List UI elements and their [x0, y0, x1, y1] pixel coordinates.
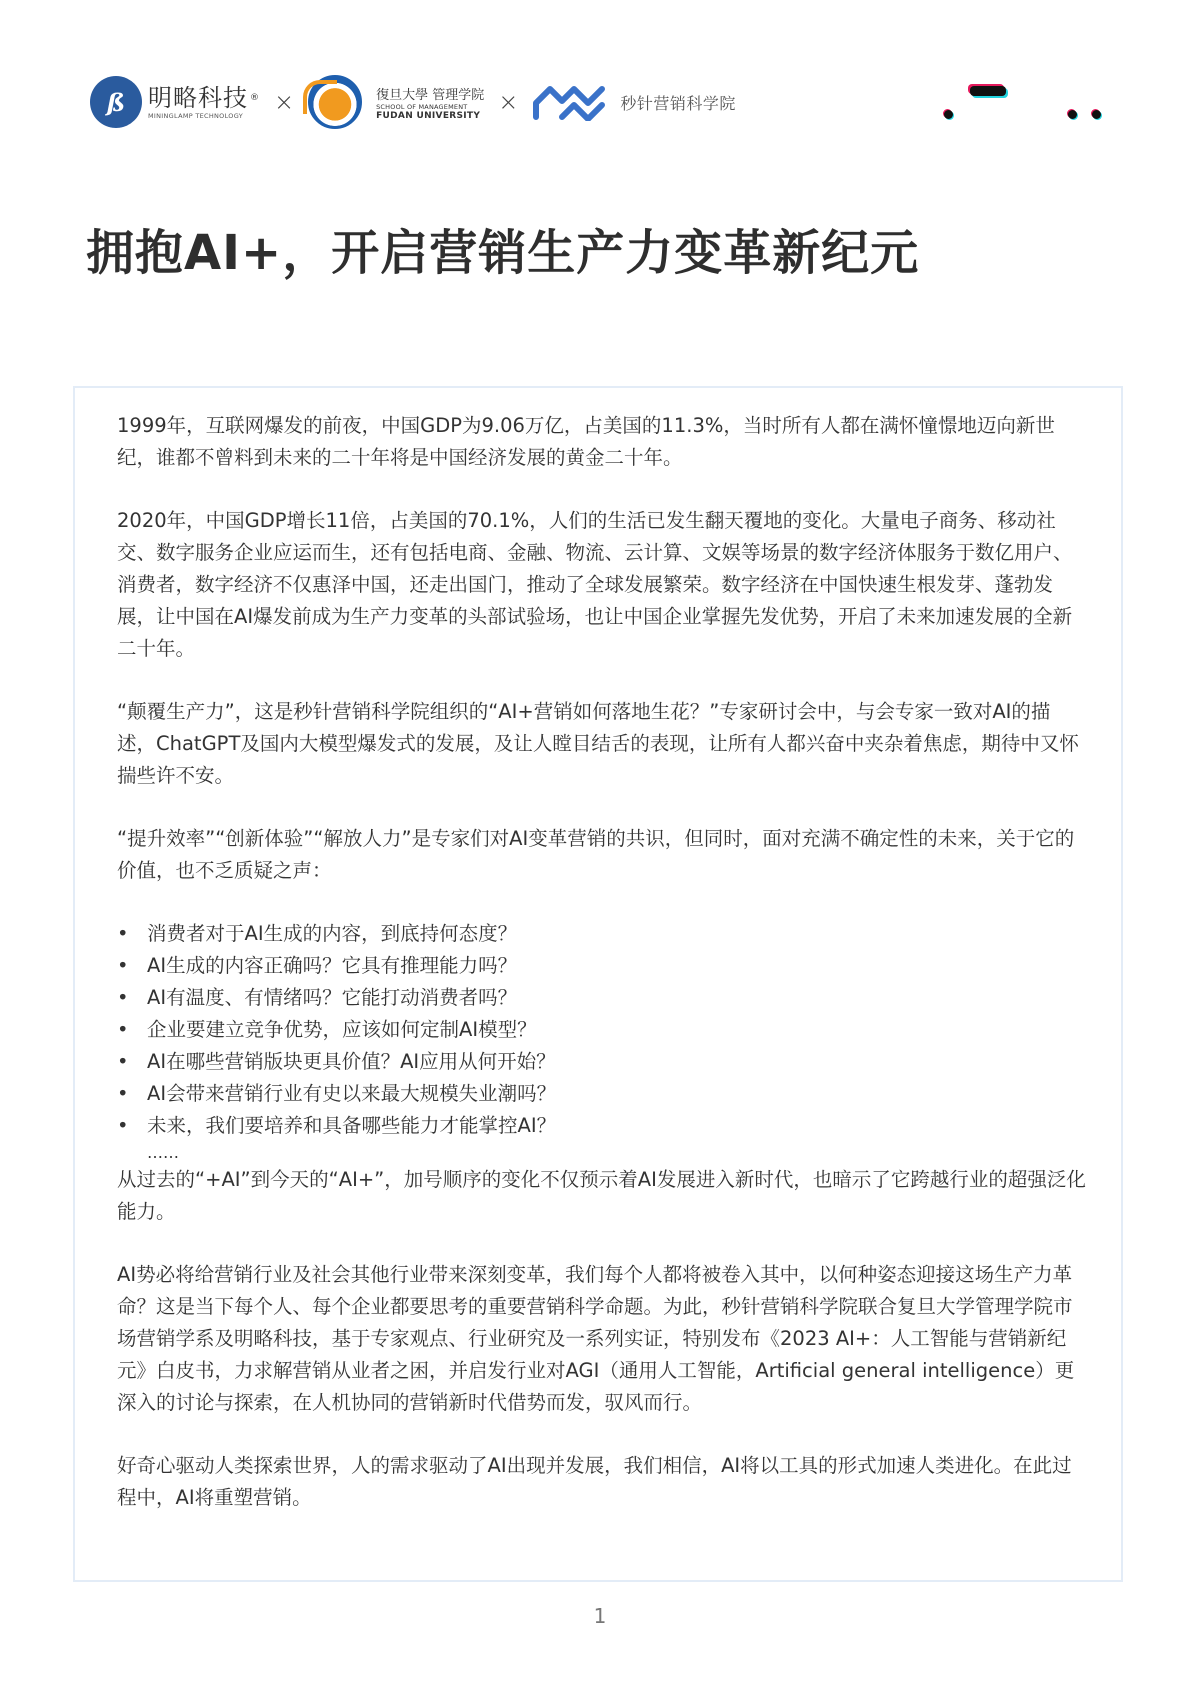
separator-x-icon: ×	[498, 88, 519, 116]
list-item: • AI会带来营销行业有史以来最大规模失业潮吗？	[117, 1078, 1087, 1110]
list-item: • 企业要建立竞争优势，应该如何定制AI模型？	[117, 1014, 1087, 1046]
glitch-dot-icon	[944, 110, 953, 119]
question-list	[117, 918, 1087, 1142]
paragraph: 从过去的“+AI”到今天的“AI+”，加号顺序的变化不仅预示着AI发展进入新时代，也暗示了它跨越行业的超强泛化能力。	[117, 1168, 1086, 1223]
fudan-university-name: FUDAN UNIVERSITY	[376, 110, 481, 121]
list-item: • 未来，我们要培养和具备哪些能力才能掌控AI？	[117, 1110, 1087, 1142]
fudan-badge-icon	[308, 75, 362, 129]
miaozhen-logo-icon	[532, 83, 606, 121]
logo-bar	[90, 72, 736, 132]
page-number: 1	[593, 1604, 607, 1628]
glitch-dot-icon	[1092, 110, 1101, 119]
miaozhen-name: 秒针营销科学院	[620, 93, 736, 113]
article-body	[117, 410, 1087, 1545]
mininglamp-logo	[90, 76, 260, 128]
glitch-dot-icon	[1068, 110, 1077, 119]
list-ellipsis: ……	[147, 1143, 179, 1162]
glitch-dash-icon	[970, 86, 1006, 96]
list-item: • AI有温度、有情绪吗？它能打动消费者吗？	[117, 982, 1087, 1014]
paragraph: 好奇心驱动人类探索世界，人的需求驱动了AI出现并发展，我们相信，AI将以工具的形式加速人类进化。在此过程中，AI将重塑营销。	[117, 1454, 1072, 1509]
page-title: 拥抱AI+，开启营销生产力变革新纪元	[86, 225, 920, 281]
registered-mark: ®	[250, 93, 260, 103]
separator-x-icon: ×	[274, 88, 295, 116]
fudan-cn-name: 復旦大學 管理学院	[376, 87, 485, 103]
mininglamp-mark-icon: ß	[90, 76, 142, 128]
paragraph: 2020年，中国GDP增长11倍，占美国的70.1%，人们的生活已发生翻天覆地的变化。大量电子商务、移动社交、数字服务企业应运而生，还有包括电商、金融、物流、云计算、文娱等场景的数字经济体服务于数亿用户、消费者，数字经济不仅惠泽中国，还走出国门，推动了全球发展繁荣。数字经济在中国快速生根发芽、蓬勃发展，让中国在AI爆发前成为生产力变革的头部试验场，也让中国企业掌握先发优势，开启了未来加速发展的全新二十年。	[117, 509, 1073, 660]
paragraph: 1999年，互联网爆发的前夜，中国GDP为9.06万亿，占美国的11.3%，当时所有人都在满怀憧憬地迈向新世纪，谁都不曾料到未来的二十年将是中国经济发展的黄金二十年。	[117, 414, 1055, 469]
mininglamp-english-name: MININGLAMP TECHNOLOGY	[148, 112, 243, 120]
decorative-glitch-marks	[940, 82, 1110, 122]
list-item: • AI生成的内容正确吗？它具有推理能力吗？	[117, 950, 1087, 982]
paragraph: “颠覆生产力”，这是秒针营销科学院组织的“AI+营销如何落地生花？”专家研讨会中，与会专家一致对AI的描述，ChatGPT及国内大模型爆发式的发展，及让人瞠目结舌的表现，让所有人都兴奋中夹杂着焦虑，期待中又怀揣些许不安。	[117, 700, 1079, 787]
list-item: • 消费者对于AI生成的内容，到底持何态度？	[117, 918, 1087, 950]
paragraph: “提升效率”“创新体验”“解放人力”是专家们对AI变革营销的共识，但同时，面对充满不确定性的未来，关于它的价值，也不乏质疑之声：	[117, 827, 1075, 882]
list-item: • AI在哪些营销版块更具价值？AI应用从何开始？	[117, 1046, 1087, 1078]
fudan-logo-text	[376, 84, 484, 121]
mininglamp-name: 明略科技	[148, 84, 248, 112]
fudan-school-name: SCHOOL OF MANAGEMENT	[376, 102, 468, 111]
paragraph: AI势必将给营销行业及社会其他行业带来深刻变革，我们每个人都将被卷入其中，以何种姿态迎接这场生产力革命？这是当下每个人、每个企业都要思考的重要营销科学命题。为此，秒针营销科学院联合复旦大学管理学院市场营销学系及明略科技，基于专家观点、行业研究及一系列实证，特别发布《2023 AI+：人工智能与营销新纪元》白皮书，力求解营销从业者之困，并启发行业对AGI（通用人工智能，Artificial general intelligence）更深入的讨论与探索，在人机协同的营销新时代借势而发，驭风而行。	[117, 1263, 1075, 1414]
